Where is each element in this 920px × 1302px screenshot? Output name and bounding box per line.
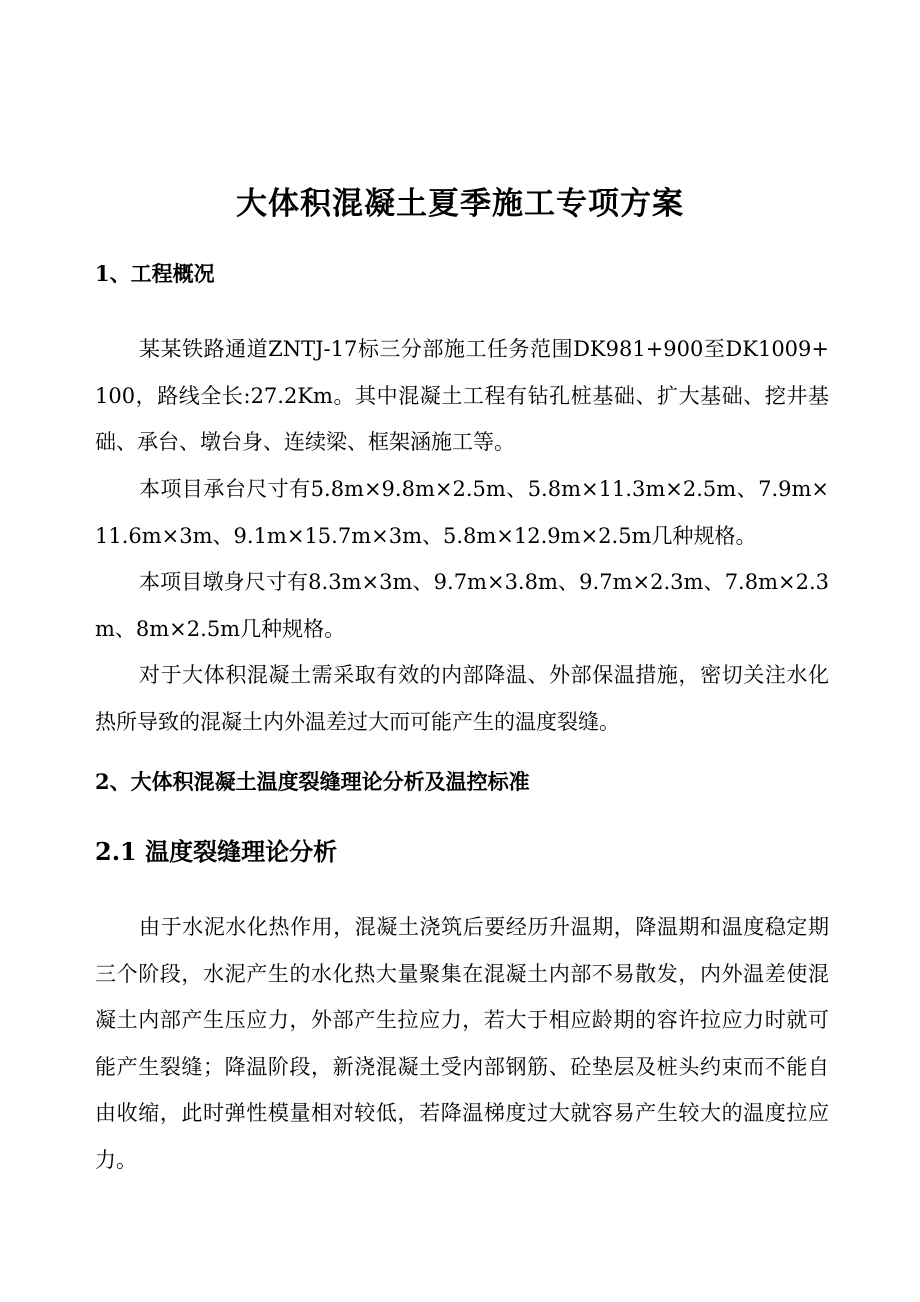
paragraph-project-scope: 某某铁路通道ZNTJ-17标三分部施工任务范围DK981+900至DK1009+100，路线全长:27.2Km。其中混凝土工程有钻孔桩基础、扩大基础、挖井基础、承台、墩台身、连续梁、框架涵施工等。 <box>95 337 829 454</box>
paragraph-temperature-measures: 对于大体积混凝土需采取有效的内部降温、外部保温措施，密切关注水化热所导致的混凝土内外温差过大而可能产生的温度裂缝。 <box>95 663 829 734</box>
document-title: 大体积混凝土夏季施工专项方案 <box>236 186 684 222</box>
section-heading-crack-analysis: 2、大体积混凝土温度裂缝理论分析及温控标准 <box>95 769 530 794</box>
paragraph-pier-dimensions: 本项目墩身尺寸有8.3m×3m、9.7m×3.8m、9.7m×2.3m、7.8m×2.3m、8m×2.5m几种规格。 <box>95 570 829 641</box>
section-heading-overview: 1、工程概况 <box>95 261 215 286</box>
paragraph-crack-theory: 由于水泥水化热作用，混凝土浇筑后要经历升温期，降温期和温度稳定期三个阶段，水泥产生的水化热大量聚集在混凝土内部不易散发，内外温差使混凝土内部产生压应力，外部产生拉应力，若大于相应龄期的容许拉应力时就可能产生裂缝；降温阶段，新浇混凝土受内部钢筋、砼垫层及桩头约束而不能自由收缩，此时弹性模量相对较低，若降温梯度过大就容易产生较大的温度拉应力。 <box>95 915 829 1172</box>
subsection-heading-crack-theory: 2.1 温度裂缝理论分析 <box>95 837 338 866</box>
paragraph-cap-dimensions: 本项目承台尺寸有5.8m×9.8m×2.5m、5.8m×11.3m×2.5m、7.9m×11.6m×3m、9.1m×15.7m×3m、5.8m×12.9m×2.5m几种规格。 <box>95 477 829 548</box>
